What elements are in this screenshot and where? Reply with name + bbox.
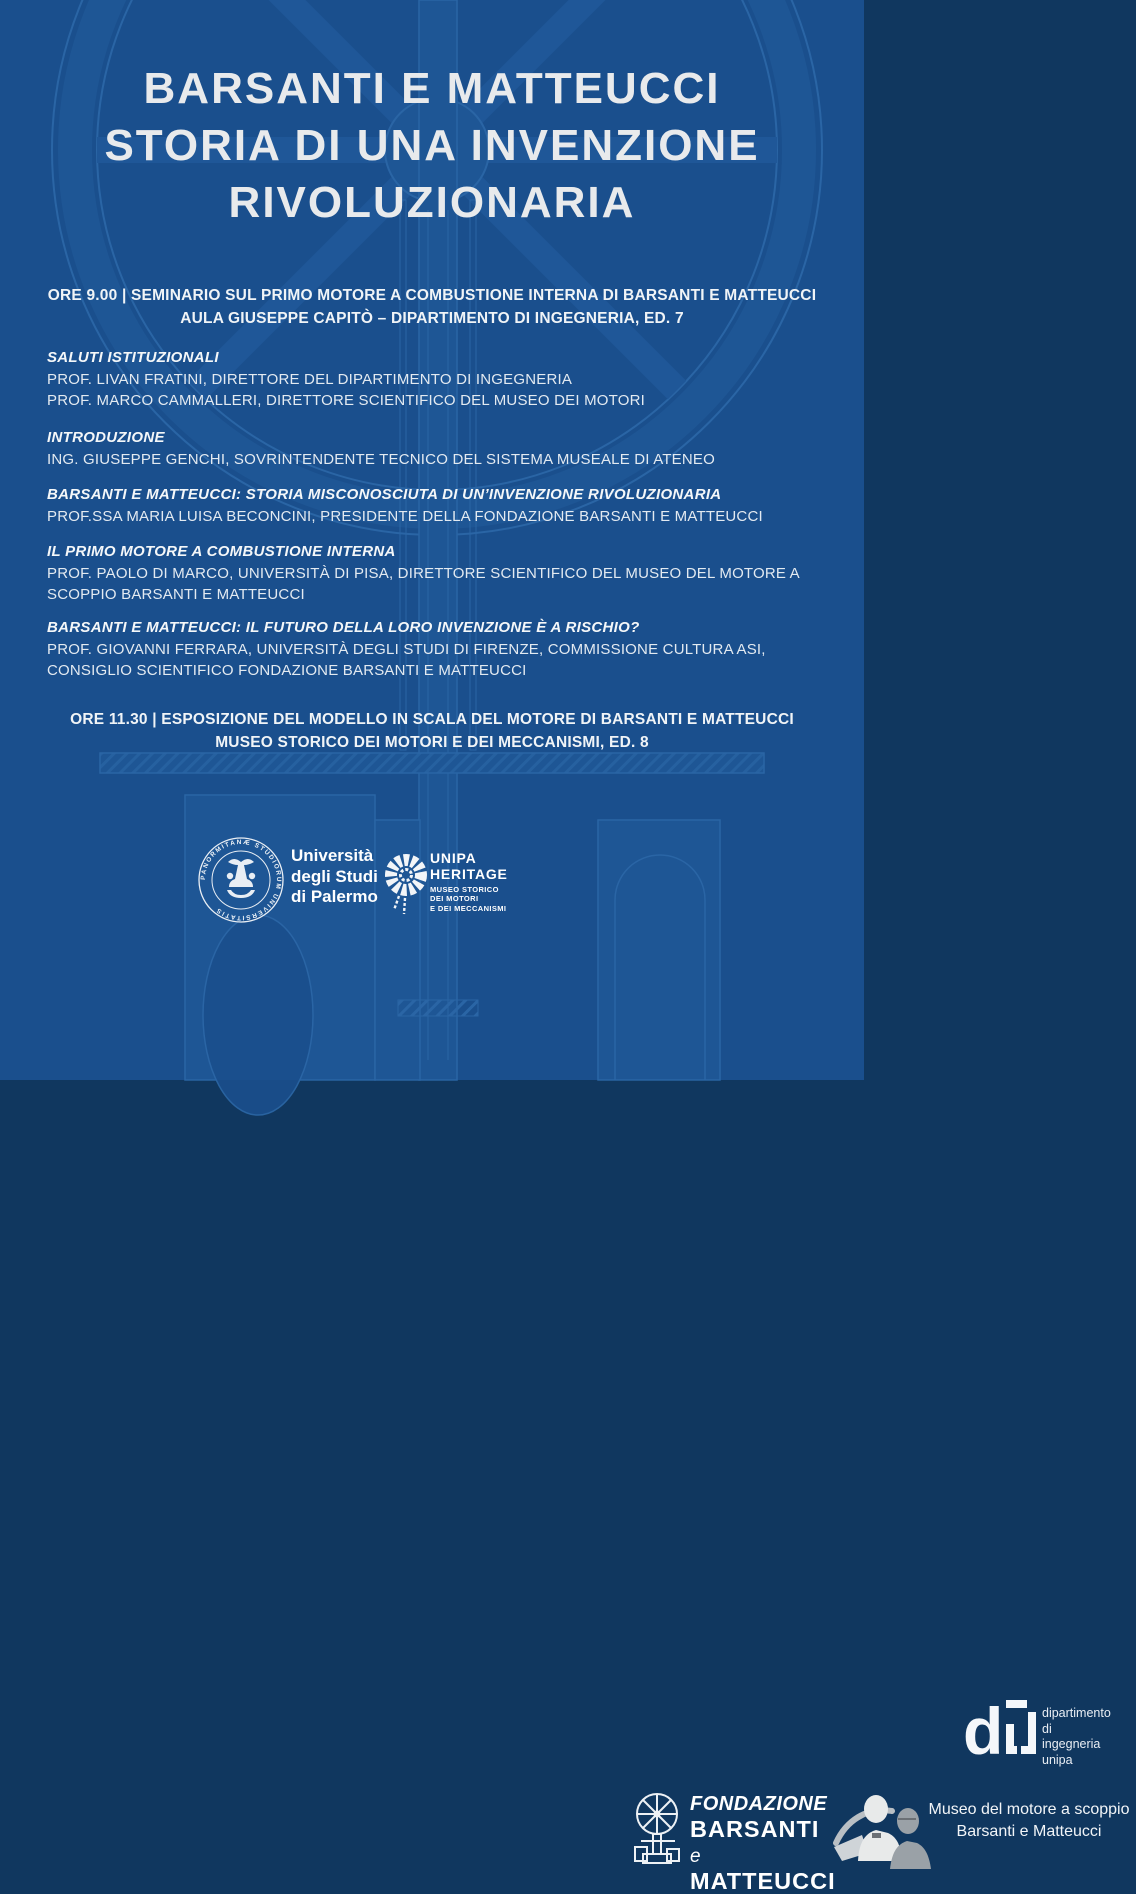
- program-line: PROF. GIOVANNI FERRARA, UNIVERSITÀ DEGLI STUDI DI FIRENZE, COMMISSIONE CULTURA ASI,: [47, 640, 766, 658]
- program-line: PROF.SSA MARIA LUISA BECONCINI, PRESIDENTE DELLA FONDAZIONE BARSANTI E MATTEUCCI: [47, 507, 763, 525]
- program-section: [47, 347, 837, 412]
- ingegneria-wordmark: [1042, 1706, 1111, 1768]
- museo-portraits-icon: [832, 1787, 936, 1871]
- logo-text-line: dipartimento: [1042, 1706, 1111, 1720]
- logo-text-line: unipa: [1042, 1752, 1073, 1767]
- dij-logo-icon: [963, 1694, 1038, 1768]
- svg-text:d: d: [963, 1694, 1004, 1768]
- logo-text-line: Museo del motore a scoppio: [928, 1801, 1130, 1818]
- fondazione-flywheel-icon: [629, 1791, 687, 1867]
- session-2-header: [0, 708, 864, 754]
- program-line: ING. GIUSEPPE GENCHI, SOVRINTENDENTE TECNICO DEL SISTEMA MUSEALE DI ATENEO: [47, 450, 715, 468]
- poster-title: [0, 60, 864, 231]
- program-heading: INTRODUZIONE: [47, 429, 165, 446]
- unipa-wordmark: [291, 846, 378, 908]
- fondazione-wordmark: [690, 1792, 836, 1894]
- logo-text-line: HERITAGE: [430, 865, 508, 882]
- session-location-line: AULA GIUSEPPE CAPITÒ – DIPARTIMENTO DI INGEGNERIA, ED. 7: [180, 310, 684, 327]
- program-section: [47, 427, 837, 470]
- program-line: CONSIGLIO SCIENTIFICO FONDAZIONE BARSANTI E MATTEUCCI: [47, 662, 527, 679]
- logo-text-line: UNIPA: [430, 850, 477, 866]
- title-line: BARSANTI E MATTEUCCI: [143, 64, 721, 113]
- logo-text-line: di ingegneria: [1042, 1721, 1101, 1751]
- program-section: [47, 617, 837, 682]
- logo-text-line: Università: [291, 846, 374, 865]
- program-line: PROF. LIVAN FRATINI, DIRETTORE DEL DIPARTIMENTO DI INGEGNERIA: [47, 370, 573, 388]
- logo-text-line: MUSEO STORICO: [430, 885, 499, 894]
- heritage-wheel-icon: [384, 844, 428, 918]
- heritage-wordmark: [430, 850, 1130, 1894]
- program-section: [47, 541, 837, 606]
- logo-text-line: MATTEUCCI: [690, 1868, 836, 1894]
- unipa-crest-icon: [197, 836, 285, 924]
- logo-text-line: Barsanti e Matteucci: [956, 1822, 1102, 1840]
- session-1-header: [0, 284, 864, 330]
- logo-text-line: FONDAZIONE: [690, 1793, 828, 1815]
- logo-text-line: BARSANTI e: [690, 1816, 820, 1867]
- session-time-line: ORE 9.00 | SEMINARIO SUL PRIMO MOTORE A COMBUSTIONE INTERNA DI BARSANTI E MATTEUCCI: [47, 287, 817, 304]
- program-line: PROF. MARCO CAMMALLERI, DIRETTORE SCIENTIFICO DEL MUSEO DEI MOTORI: [47, 392, 645, 409]
- session-time-line: ORE 11.30 | ESPOSIZIONE DEL MODELLO IN SCALA DEL MOTORE DI BARSANTI E MATTEUCCI: [70, 711, 794, 728]
- session-location-line: MUSEO STORICO DEI MOTORI E DEI MECCANISMI, ED. 8: [215, 734, 649, 751]
- logo-text-line: degli Studi: [291, 866, 378, 886]
- crest-ring-text: PANORMITANÆ STUDIORUM UNIVERSITATIS: [199, 838, 283, 922]
- program-heading: BARSANTI E MATTEUCCI: IL FUTURO DELLA LORO INVENZIONE È A RISCHIO?: [47, 619, 640, 636]
- logo-text-line: DEI MOTORI: [430, 894, 479, 904]
- museo-motore-wordmark: [922, 1799, 1136, 1842]
- program-section: [47, 484, 837, 527]
- program-heading: SALUTI ISTITUZIONALI: [47, 349, 219, 366]
- program-heading: IL PRIMO MOTORE A COMBUSTIONE INTERNA: [47, 543, 396, 560]
- title-line: RIVOLUZIONARIA: [228, 178, 636, 227]
- title-line: STORIA DI UNA INVENZIONE: [104, 121, 760, 170]
- logo-text-line: di Palermo: [291, 887, 378, 906]
- program-line: SCOPPIO BARSANTI E MATTEUCCI: [47, 586, 305, 603]
- program-heading: BARSANTI E MATTEUCCI: STORIA MISCONOSCIUTA DI UN’INVENZIONE RIVOLUZIONARIA: [47, 486, 722, 503]
- program-line: PROF. PAOLO DI MARCO, UNIVERSITÀ DI PISA, DIRETTORE SCIENTIFICO DEL MUSEO DEL MOTORE A: [47, 564, 800, 582]
- logo-text-line: E DEI MECCANISMI: [430, 903, 507, 913]
